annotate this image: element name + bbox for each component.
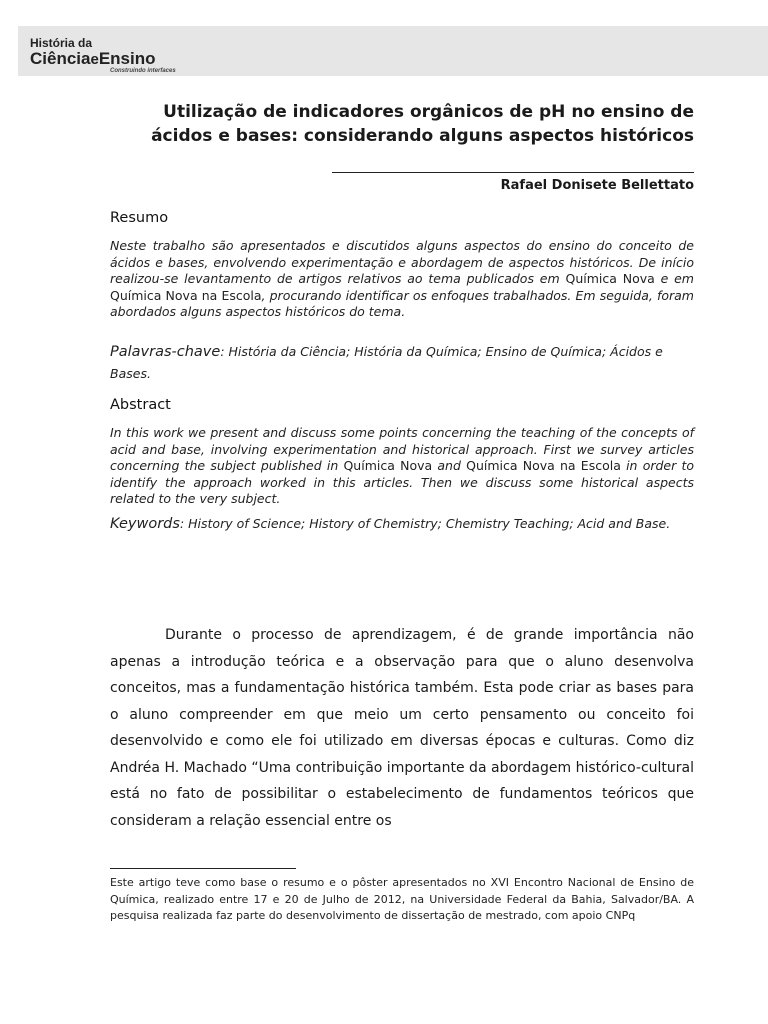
logo-line1: História da <box>30 36 93 50</box>
logo-word-ensino: Ensino <box>98 49 156 68</box>
logo-line2 <box>30 50 176 67</box>
abstract-text-part: in order to identify the approach worked in this articles. Then we discuss some historical aspects related to the very subject. <box>110 458 695 506</box>
abstract-text-part: and <box>432 458 467 473</box>
resumo-journal-2: Química Nova na Escola <box>110 287 262 303</box>
resumo-text-part: , procurando identificar os enfoques trabalhados. Em seguida, foram abordados alguns aspectos históricos do tema. <box>110 287 694 319</box>
keywords-label: Keywords <box>110 516 180 532</box>
abstract-journal-1: Química Nova <box>343 458 433 473</box>
body-paragraph-text: Durante o processo de aprendizagem, é de grande importância não apenas a introdução teórica e a observação para que o aluno desenvolva conceitos, mas a fundamentação histórica também. Esta pode criar as bases para o aluno compreender em que meio um certo pensamento ou conceito foi desenvolvido e como ele foi utilizado em diversas épocas e culturas. Como diz Andréa H. Machado “Uma contribuição importante da abordagem histórico-cultural está no fato de possibilitar o estabelecimento de fundamentos teóricos que consideram a relação essencial entre os <box>110 627 694 829</box>
journal-logo <box>30 37 176 74</box>
resumo-text-part: e em <box>654 271 694 286</box>
keywords-list: : History of Science; History of Chemistry; Chemistry Teaching; Acid and Base. <box>179 516 671 531</box>
abstract-heading: Abstract <box>110 397 171 413</box>
resumo-text <box>110 238 694 321</box>
article-author: Rafael Donisete Bellettato <box>500 178 694 193</box>
abstract-text-part: In this work we present and discuss some points concerning the teaching of the concepts of acid and base, involving experimentation and historical approach. First we survey articles concerning the subject published in <box>110 425 694 473</box>
body-paragraph <box>110 622 694 834</box>
palavras-chave-label: Palavras-chave <box>110 344 221 360</box>
title-divider <box>332 172 694 173</box>
article-title: Utilização de indicadores orgânicos de pH no ensino de ácidos e bases: considerando alguns aspectos históricos <box>151 102 694 146</box>
resumo-text-part: Neste trabalho são apresentados e discutidos alguns aspectos do ensino do conceito de ácidos e bases, envolvendo experimentação e abordagem de aspectos históricos. De início realizou-se levantamento de artigos relativos ao tema publicados em <box>110 238 694 286</box>
footnote-divider <box>110 868 296 869</box>
logo-word-e: e <box>90 51 99 68</box>
logo-word-ciencia: Ciência <box>30 49 91 68</box>
logo-tagline: Construindo interfaces <box>110 68 176 74</box>
resumo-keywords <box>110 341 694 384</box>
resumo-journal-1: Química Nova <box>565 271 655 286</box>
resumo-heading: Resumo <box>110 210 169 226</box>
footnote: Este artigo teve como base o resumo e o pôster apresentados no XVI Encontro Nacional de Ensino de Química, realizado entre 17 e 20 de Julho de 2012, na Universidade Federal da Bahia, Salvador/BA. A pesquisa realizada faz parte do desenvolvimento de dissertação de mestrado, com apoio CNPq <box>110 876 694 922</box>
abstract-journal-2: Química Nova na Escola <box>466 458 621 473</box>
abstract-keywords <box>110 513 694 535</box>
palavras-chave-list: : História da Ciência; História da Química; Ensino de Química; Ácidos e Bases. <box>110 344 663 381</box>
abstract-text <box>110 425 694 508</box>
